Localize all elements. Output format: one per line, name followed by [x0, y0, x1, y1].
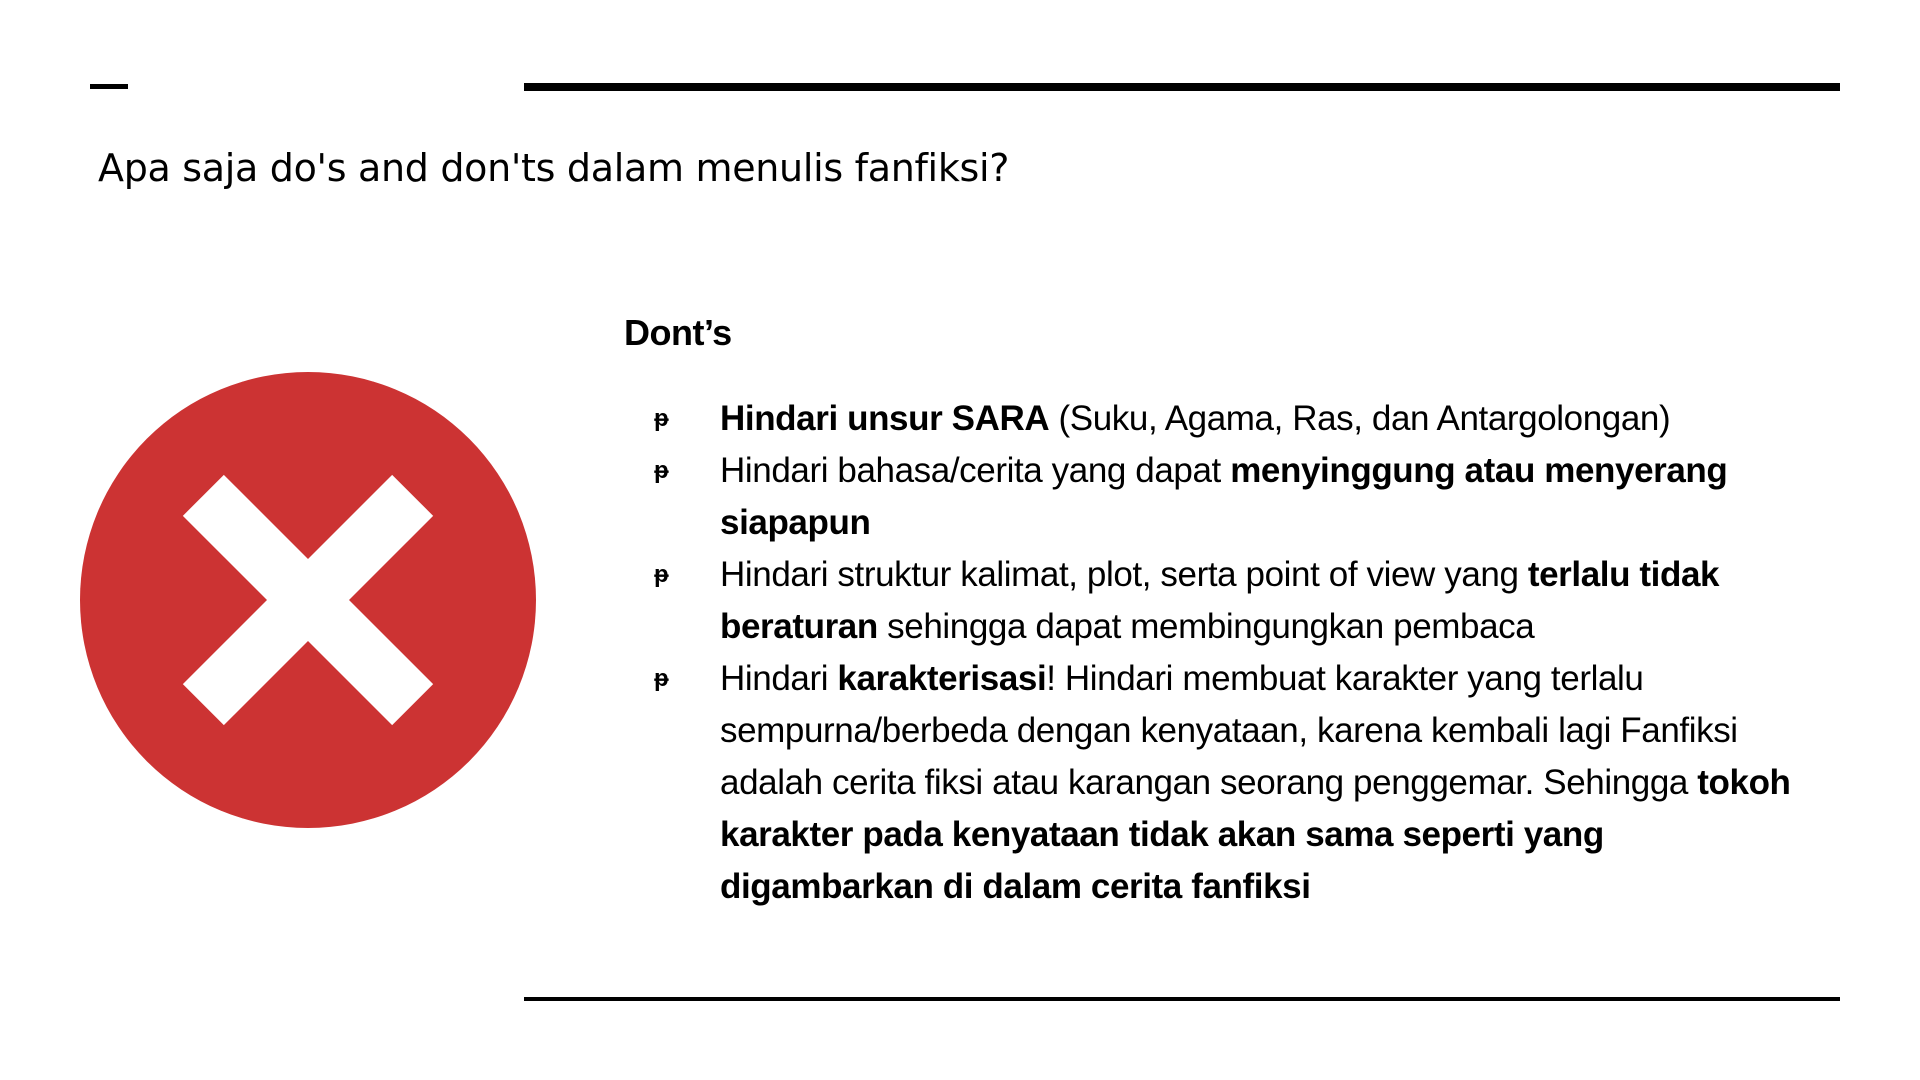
- bullet-text-bold: tokoh karakter pada kenyataan tidak akan sama seperti yang digambarkan di dalam cerita fanfiksi: [720, 763, 1791, 906]
- slide-title: Apa saja do's and don'ts dalam menulis fanfiksi?: [98, 146, 1010, 190]
- bullet-text: Hindari struktur kalimat, plot, serta point of view yang: [720, 555, 1528, 594]
- title-accent-line: [90, 84, 128, 89]
- list-item: [650, 393, 1820, 445]
- bullet-text-bold: menyinggung atau menyerang siapapun: [720, 451, 1728, 542]
- bullet-marker-icon: ᵽ: [654, 405, 669, 432]
- bullet-text: ! Hindari membuat karakter yang terlalu sempurna/berbeda dengan kenyataan, karena kembali lagi Fanfiksi adalah cerita fiksi atau karangan seorang penggemar. Sehingga: [720, 659, 1738, 802]
- bullet-text: Hindari: [720, 659, 838, 698]
- bullet-text-bold: terlalu tidak beraturan: [720, 555, 1720, 646]
- bullet-text: Hindari bahasa/cerita yang dapat: [720, 451, 1231, 490]
- bullet-text: sehingga dapat membingungkan pembaca: [877, 607, 1535, 646]
- list-item: [650, 653, 1820, 913]
- list-item: [650, 549, 1820, 653]
- bullet-text: (Suku, Agama, Ras, dan Antargolongan): [1049, 399, 1671, 438]
- top-divider: [524, 83, 1840, 91]
- bullet-marker-icon: ᵽ: [654, 561, 669, 588]
- bullet-marker-icon: ᵽ: [654, 665, 669, 692]
- bullet-marker-icon: ᵽ: [654, 457, 669, 484]
- section-heading: Dont’s: [624, 312, 732, 353]
- donts-list: [650, 393, 1820, 913]
- bullet-text-bold: Hindari unsur SARA: [720, 399, 1050, 438]
- bullet-text-bold: karakterisasi: [837, 659, 1047, 698]
- x-circle-icon: [80, 372, 536, 828]
- bottom-divider: [524, 997, 1840, 1001]
- list-item: [650, 445, 1820, 549]
